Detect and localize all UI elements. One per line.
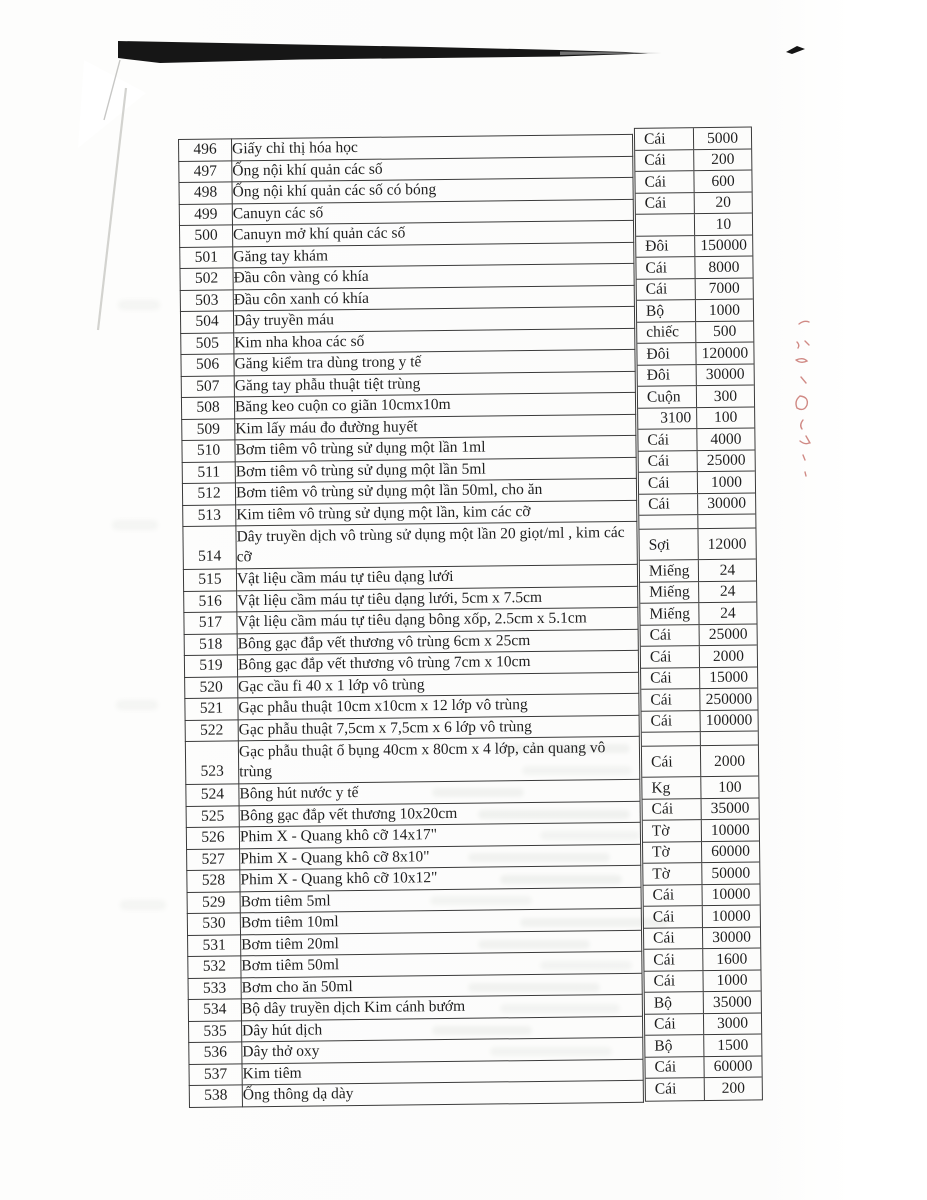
quantity-value: 120000 — [701, 344, 749, 362]
row-number: 532 — [188, 956, 241, 978]
unit-value: Tờ — [643, 863, 702, 884]
row-item-name: Bông gạc đắp vết thương vô trùng 7cm x 10cm — [237, 650, 638, 676]
row-item-name: Gạc cầu fi 40 x 1 lớp vô trùng — [238, 672, 639, 698]
quantity-value: 24 — [719, 582, 736, 601]
unit-qty-column — [634, 126, 763, 1101]
quantity-value: 300 — [713, 387, 738, 405]
row-item-name: Bơm tiêm 5ml — [240, 887, 641, 913]
quantity-value: 25000 — [708, 625, 748, 644]
row-item-name: Vật liệu cầm máu tự tiêu dạng lưới, 5cm x 7.5cm — [237, 586, 638, 612]
unit-qty-cell — [636, 213, 752, 236]
row-number: 513 — [183, 504, 236, 526]
quantity-value: 100 — [713, 408, 738, 427]
row-number: 509 — [182, 418, 235, 440]
unit-value: Cái — [644, 971, 703, 992]
quantity-value: 1600 — [716, 950, 748, 968]
unit-qty-cell — [641, 688, 757, 711]
quantity-value: 200 — [721, 1079, 746, 1098]
row-item-name: Dây thở oxy — [242, 1037, 643, 1063]
quantity-value: 30000 — [712, 928, 752, 947]
table-row — [185, 736, 639, 784]
quantity-value: 100 — [718, 778, 742, 796]
unit-value: Bộ — [645, 1035, 704, 1056]
row-item-name: Bông hút nước y tế — [239, 779, 640, 805]
row-number: 505 — [181, 332, 234, 354]
unit-value: Cái — [638, 429, 697, 450]
unit-value: Cuộn — [638, 386, 697, 407]
unit-value: Đôi — [638, 365, 697, 386]
unit-qty-cell — [644, 970, 760, 993]
row-item-name: Giấy chỉ thị hóa học — [232, 134, 633, 160]
unit-qty-cell — [637, 278, 753, 301]
unit-value: Đôi — [636, 236, 695, 257]
unit-qty-cell — [639, 514, 755, 529]
unit-value: Cái — [641, 646, 700, 667]
quantity-value: 60000 — [713, 1057, 753, 1076]
row-number: 518 — [184, 633, 237, 655]
row-item-name: Kim tiêm vô trùng sử dụng một lần, kim các cỡ — [236, 500, 637, 526]
quantity-value — [701, 731, 758, 745]
row-number: 515 — [183, 569, 236, 591]
supplies-table — [178, 134, 644, 1108]
unit-qty-cell — [639, 471, 755, 494]
unit-qty-cell — [638, 407, 754, 430]
unit-qty-cell — [636, 256, 752, 279]
quantity-value: 10000 — [710, 821, 750, 839]
unit-qty-cell — [637, 342, 753, 365]
row-number: 514 — [183, 526, 236, 570]
unit-value: Cái — [644, 928, 703, 949]
row-number: 524 — [186, 784, 239, 806]
quantity-value: 4000 — [710, 430, 742, 448]
unit-qty-cell — [645, 1013, 761, 1036]
row-item-name: Ống nội khí quản các số có bóng — [232, 177, 633, 203]
unit-value: Cái — [641, 625, 700, 646]
unit-value: Cái — [643, 885, 702, 906]
supplies-table-wrap — [178, 129, 753, 1108]
row-item-name: Kim tiêm — [242, 1059, 643, 1085]
quantity-value: 250000 — [705, 690, 753, 708]
row-item-name: Bơm tiêm 20ml — [241, 930, 642, 956]
row-item-name: Kim nha khoa các số — [234, 328, 635, 354]
unit-qty-cell — [645, 1056, 761, 1079]
row-number: 531 — [188, 934, 241, 956]
row-item-name: Găng kiểm tra dùng trong y tế — [234, 349, 635, 375]
quantity-value: 10000 — [711, 907, 751, 925]
row-number: 535 — [189, 1020, 242, 1042]
row-number: 537 — [189, 1063, 242, 1085]
unit-qty-cell — [644, 927, 760, 950]
quantity-value: 30000 — [707, 494, 747, 513]
quantity-value: 1000 — [710, 473, 743, 491]
unit-value: Cái — [636, 193, 695, 214]
unit-qty-cell — [638, 385, 754, 408]
quantity-value: 24 — [720, 604, 736, 622]
unit-qty-cell — [642, 745, 758, 777]
table-row — [189, 1080, 643, 1107]
row-item-name: Canuyn mở khí quản các số — [232, 220, 633, 246]
unit-qty-cell — [636, 235, 752, 258]
quantity-value: 20 — [715, 193, 732, 212]
quantity-value: 12000 — [707, 535, 747, 553]
unit-value: Cái — [644, 906, 703, 927]
scanner-edge-band — [118, 41, 648, 63]
row-item-name: Phim X - Quang khô cỡ 8x10" — [240, 844, 641, 870]
unit-value — [636, 214, 695, 235]
row-item-name: Bơm tiêm 10ml — [240, 908, 641, 934]
quantity-value: 2000 — [713, 752, 746, 770]
quantity-value: 24 — [719, 561, 736, 579]
unit-value — [639, 515, 698, 529]
row-number: 502 — [180, 268, 233, 290]
row-number: 500 — [179, 225, 232, 247]
row-number: 512 — [182, 483, 235, 505]
items-table-body — [179, 134, 644, 1107]
row-item-name: Ống thông dạ dày — [242, 1080, 643, 1106]
row-item-name: Bơm tiêm vô trùng sử dụng một lần 5ml — [235, 457, 636, 483]
unit-value: chiếc — [637, 322, 696, 343]
row-number: 510 — [182, 440, 235, 462]
row-number: 527 — [187, 848, 240, 870]
unit-value — [642, 732, 701, 746]
unit-value: Cái — [635, 150, 694, 171]
row-number: 520 — [185, 676, 238, 698]
unit-qty-cell — [643, 819, 759, 842]
unit-value: Miếng — [640, 582, 699, 603]
row-number: 534 — [188, 999, 241, 1021]
row-item-name: Đầu côn vàng có khía — [233, 263, 634, 289]
row-item-name: Dây truyền máu — [233, 306, 634, 332]
row-number: 536 — [189, 1042, 242, 1064]
quantity-value: 5000 — [706, 129, 739, 147]
quantity-value: 1000 — [716, 971, 748, 990]
unit-value: Cái — [635, 128, 694, 149]
unit-value: Cái — [639, 494, 698, 515]
row-number: 519 — [184, 655, 237, 677]
unit-qty-cell — [644, 905, 760, 928]
row-item-name: Bơm tiêm vô trùng sử dụng một lần 1ml — [235, 435, 636, 461]
row-number: 538 — [189, 1085, 242, 1107]
row-number: 522 — [185, 719, 238, 741]
unit-qty-cell — [646, 1077, 762, 1100]
unit-qty-cell — [637, 299, 753, 322]
row-number: 528 — [187, 870, 240, 892]
row-item-name: Găng tay khám — [233, 242, 634, 268]
row-number: 530 — [187, 913, 240, 935]
unit-qty-cell — [635, 170, 751, 193]
unit-value: Cái — [642, 746, 701, 777]
quantity-value: 30000 — [705, 365, 745, 384]
row-item-name: Gạc phẫu thuật ổ bụng 40cm x 80cm x 4 lớp, cản quang vô trùng — [238, 736, 639, 784]
quantity-value: 35000 — [712, 993, 752, 1011]
unit-qty-cell — [643, 798, 759, 821]
unit-qty-cell — [643, 841, 759, 864]
unit-value: Cái — [635, 171, 694, 192]
row-item-name: Dây truyền dịch vô trùng sử dụng một lần 20 giọt/ml , kim các cỡ — [236, 521, 637, 569]
unit-qty-cell — [643, 884, 759, 907]
row-number: 507 — [181, 375, 234, 397]
row-number: 503 — [180, 289, 233, 311]
quantity-value: 60000 — [711, 842, 751, 861]
unit-qty-cell — [641, 624, 757, 647]
unit-value: Miếng — [640, 560, 699, 581]
unit-qty-cell — [640, 602, 756, 625]
row-number: 521 — [185, 698, 238, 720]
row-item-name: Kim lấy máu đo đường huyết — [235, 414, 636, 440]
unit-qty-cell — [641, 667, 757, 690]
page-fold-line — [98, 88, 126, 330]
row-number: 504 — [180, 311, 233, 333]
unit-qty-cell — [642, 731, 758, 746]
unit-value: 3100 — [638, 408, 697, 429]
quantity-value: 1000 — [708, 301, 741, 319]
quantity-value: 3000 — [716, 1014, 749, 1033]
quantity-value: 2000 — [712, 647, 744, 665]
unit-qty-cell — [645, 991, 761, 1014]
quantity-value: 500 — [712, 322, 737, 341]
quantity-value: 8000 — [708, 258, 740, 276]
quantity-value: 15000 — [709, 668, 749, 687]
quantity-value: 35000 — [710, 799, 750, 818]
quantity-value: 1500 — [717, 1036, 749, 1054]
row-number: 525 — [186, 805, 239, 827]
quantity-value: 10000 — [711, 885, 751, 904]
row-item-name: Bông gạc đắp vết thương vô trùng 6cm x 25cm — [237, 629, 638, 655]
quantity-value: 10 — [715, 215, 732, 233]
row-number: 511 — [182, 461, 235, 483]
row-number: 496 — [179, 139, 232, 161]
row-item-name: Phim X - Quang khô cỡ 10x12" — [240, 865, 641, 891]
unit-qty-cell — [637, 321, 753, 344]
unit-value: Tờ — [643, 820, 702, 841]
row-item-name: Gạc phẫu thuật 7,5cm x 7,5cm x 6 lớp vô trùng — [238, 715, 639, 741]
row-item-name: Bơm tiêm vô trùng sử dụng một lần 50ml, cho ăn — [235, 478, 636, 504]
unit-value: Cái — [643, 799, 702, 820]
unit-value: Cái — [639, 472, 698, 493]
unit-value: Cái — [636, 257, 695, 278]
unit-qty-cell — [640, 559, 756, 582]
quantity-value: 7000 — [708, 279, 740, 298]
row-item-name: Đầu côn xanh có khía — [233, 285, 634, 311]
unit-value: Miếng — [640, 603, 699, 624]
quantity-value: 50000 — [711, 864, 751, 882]
unit-qty-cell — [638, 364, 754, 387]
unit-value: Tờ — [643, 842, 702, 863]
red-pen-marks — [796, 321, 810, 476]
unit-value: Bộ — [645, 992, 704, 1013]
quantity-value: 100000 — [705, 711, 753, 730]
unit-qty-cell — [635, 149, 751, 172]
row-number: 501 — [180, 246, 233, 268]
quantity-value: 25000 — [706, 451, 746, 470]
row-item-name: Gạc phẫu thuật 10cm x10cm x 12 lớp vô trùng — [238, 693, 639, 719]
row-number: 516 — [184, 590, 237, 612]
row-number: 526 — [186, 827, 239, 849]
unit-value: Bộ — [637, 300, 696, 321]
unit-qty-cell — [635, 127, 751, 150]
row-item-name: Ống nội khí quản các số — [232, 156, 633, 182]
unit-qty-cell — [642, 776, 758, 799]
unit-qty-cell — [645, 1034, 761, 1057]
row-number: 497 — [179, 160, 232, 182]
quantity-value: 600 — [711, 172, 735, 190]
unit-value: Cái — [637, 279, 696, 300]
unit-value: Cái — [642, 711, 701, 732]
quantity-value: 150000 — [700, 236, 748, 255]
unit-value: Cái — [641, 689, 700, 710]
row-item-name: Băng keo cuộn co giãn 10cmx10m — [234, 392, 635, 418]
unit-value: Cái — [646, 1078, 705, 1100]
row-number: 498 — [179, 182, 232, 204]
unit-qty-cell — [638, 428, 754, 451]
unit-value: Cái — [639, 451, 698, 472]
row-number: 533 — [188, 977, 241, 999]
unit-qty-cell — [640, 581, 756, 604]
row-item-name: Dây hút dịch — [242, 1016, 643, 1042]
unit-value: Kg — [642, 777, 701, 798]
row-item-name: Vật liệu cầm máu tự tiêu dạng lưới — [236, 564, 637, 590]
row-item-name: Bơm tiêm 50ml — [241, 951, 642, 977]
unit-value: Cái — [641, 668, 700, 689]
unit-value: Cái — [645, 1014, 704, 1035]
quantity-value: 200 — [711, 150, 735, 169]
unit-qty-cell — [639, 493, 755, 516]
row-number: 523 — [185, 741, 238, 785]
unit-qty-cell — [636, 192, 752, 215]
unit-qty-cell — [639, 528, 755, 560]
row-number: 517 — [184, 612, 237, 634]
row-number: 506 — [181, 354, 234, 376]
corner-mark — [786, 46, 805, 54]
row-item-name: Bông gạc đắp vết thương 10x20cm — [239, 801, 640, 827]
unit-value: Cái — [645, 1057, 704, 1078]
row-item-name: Canuyn các số — [232, 199, 633, 225]
unit-qty-cell — [642, 710, 758, 733]
row-item-name: Bơm cho ăn 50ml — [241, 973, 642, 999]
row-item-name: Vật liệu cầm máu tự tiêu dạng bông xốp, 2.5cm x 5.1cm — [237, 607, 638, 633]
unit-qty-cell — [641, 645, 757, 668]
unit-qty-cell — [644, 948, 760, 971]
row-number: 508 — [181, 397, 234, 419]
row-item-name: Găng tay phẫu thuật tiệt trùng — [234, 371, 635, 397]
row-item-name: Phim X - Quang khô cỡ 14x17" — [239, 822, 640, 848]
unit-value: Đôi — [637, 343, 696, 364]
unit-qty-cell — [639, 450, 755, 473]
unit-value: Cái — [644, 949, 703, 970]
row-item-name: Bộ dây truyền dịch Kim cánh bướm — [241, 994, 642, 1020]
row-number: 499 — [179, 203, 232, 225]
table-row — [183, 521, 637, 569]
unit-value: Sợi — [639, 529, 698, 560]
unit-qty-cell — [643, 862, 759, 885]
quantity-value — [698, 514, 755, 528]
row-number: 529 — [187, 891, 240, 913]
